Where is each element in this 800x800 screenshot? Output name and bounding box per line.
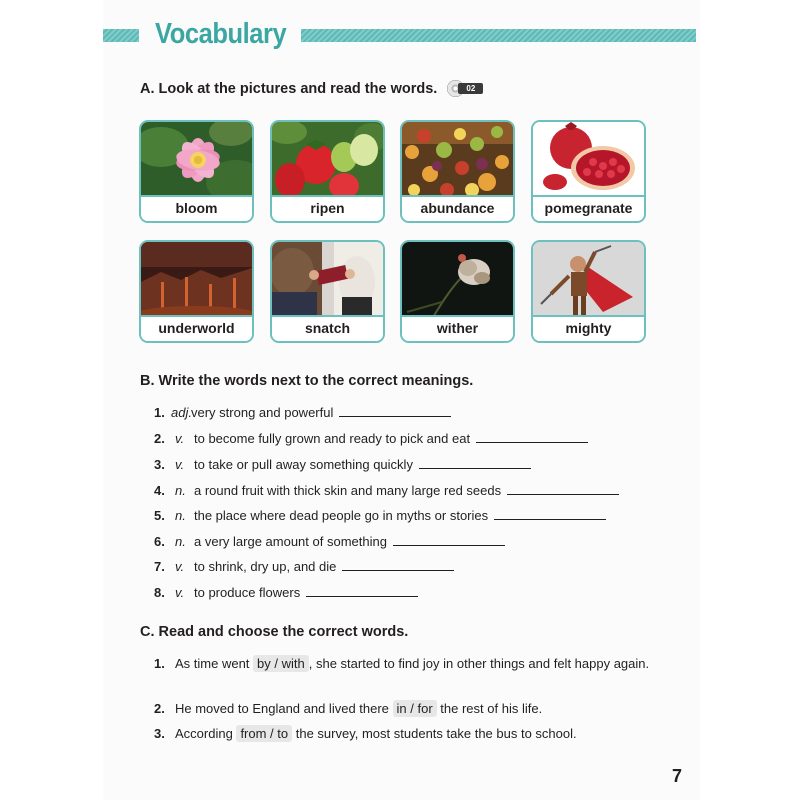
audio-track-number: 02: [458, 83, 483, 94]
answer-blank[interactable]: [419, 458, 531, 469]
choice-sentence: 1. As time went by / with , she started to find joy in other things and felt happy again.: [154, 656, 650, 671]
audio-cd-icon[interactable]: [447, 80, 485, 98]
definition-row: 6. n. a very large amount of something: [154, 534, 505, 550]
vocab-card-ripen: [270, 120, 385, 223]
vocab-word: bloom: [141, 195, 252, 221]
warrior-image: [533, 242, 644, 319]
word-choice[interactable]: from / to: [236, 725, 292, 742]
vocab-card-snatch: [270, 240, 385, 343]
section-a-heading: [140, 80, 485, 98]
answer-blank[interactable]: [306, 586, 418, 597]
answer-blank[interactable]: [476, 432, 588, 443]
answer-blank[interactable]: [393, 535, 505, 546]
wilted-rose-image: [402, 242, 513, 319]
vocab-word: mighty: [533, 315, 644, 341]
pomegranate-image: [533, 122, 644, 199]
choice-sentence: 2. He moved to England and lived there in / for the rest of his life.: [154, 701, 543, 716]
answer-blank[interactable]: [342, 560, 454, 571]
vocab-card-pomegranate: [531, 120, 646, 223]
underworld-scene-image: [141, 242, 252, 319]
vocab-word: ripen: [272, 195, 383, 221]
definition-row: 2. v. to become fully grown and ready to pick and eat: [154, 431, 588, 447]
vocab-word: underworld: [141, 315, 252, 341]
vocab-card-abundance: [400, 120, 515, 223]
vocab-word: pomegranate: [533, 195, 644, 221]
vocab-word: wither: [402, 315, 513, 341]
title-band-right: [301, 29, 696, 42]
answer-blank[interactable]: [339, 406, 451, 417]
definition-row: 4. n. a round fruit with thick skin and many large red seeds: [154, 483, 619, 499]
page-number: 7: [672, 766, 683, 786]
vocab-card-wither: [400, 240, 515, 343]
definition-row: 5. n. the place where dead people go in myths or stories: [154, 508, 606, 524]
definition-row: 1. adj.very strong and powerful: [154, 405, 451, 421]
page-title: Vocabulary: [155, 18, 287, 50]
vocab-card-bloom: [139, 120, 254, 223]
definition-row: 3. v. to take or pull away something quickly: [154, 457, 531, 473]
workbook-page: [103, 0, 700, 800]
choice-sentence: 3. According from / to the survey, most students take the bus to school.: [154, 726, 577, 741]
definition-row: 7. v. to shrink, dry up, and die: [154, 559, 454, 575]
strawberries-image: [272, 122, 383, 199]
fruit-market-image: [402, 122, 513, 199]
section-b-heading: B. Write the words next to the correct meanings.: [140, 373, 474, 389]
vocab-word: abundance: [402, 195, 513, 221]
vocab-word: snatch: [272, 315, 383, 341]
word-choice[interactable]: by / with: [253, 655, 309, 672]
lotus-flower-image: [141, 122, 252, 199]
section-a-heading-text: A. Look at the pictures and read the words.: [140, 80, 438, 97]
answer-blank[interactable]: [507, 484, 619, 495]
vocab-card-underworld: [139, 240, 254, 343]
title-band-left: [103, 29, 139, 42]
people-snatching-book-image: [272, 242, 383, 319]
answer-blank[interactable]: [494, 509, 606, 520]
section-c-heading: C. Read and choose the correct words.: [140, 624, 409, 640]
definition-row: 8. v. to produce flowers: [154, 585, 418, 601]
vocab-card-mighty: [531, 240, 646, 343]
word-choice[interactable]: in / for: [393, 700, 437, 717]
